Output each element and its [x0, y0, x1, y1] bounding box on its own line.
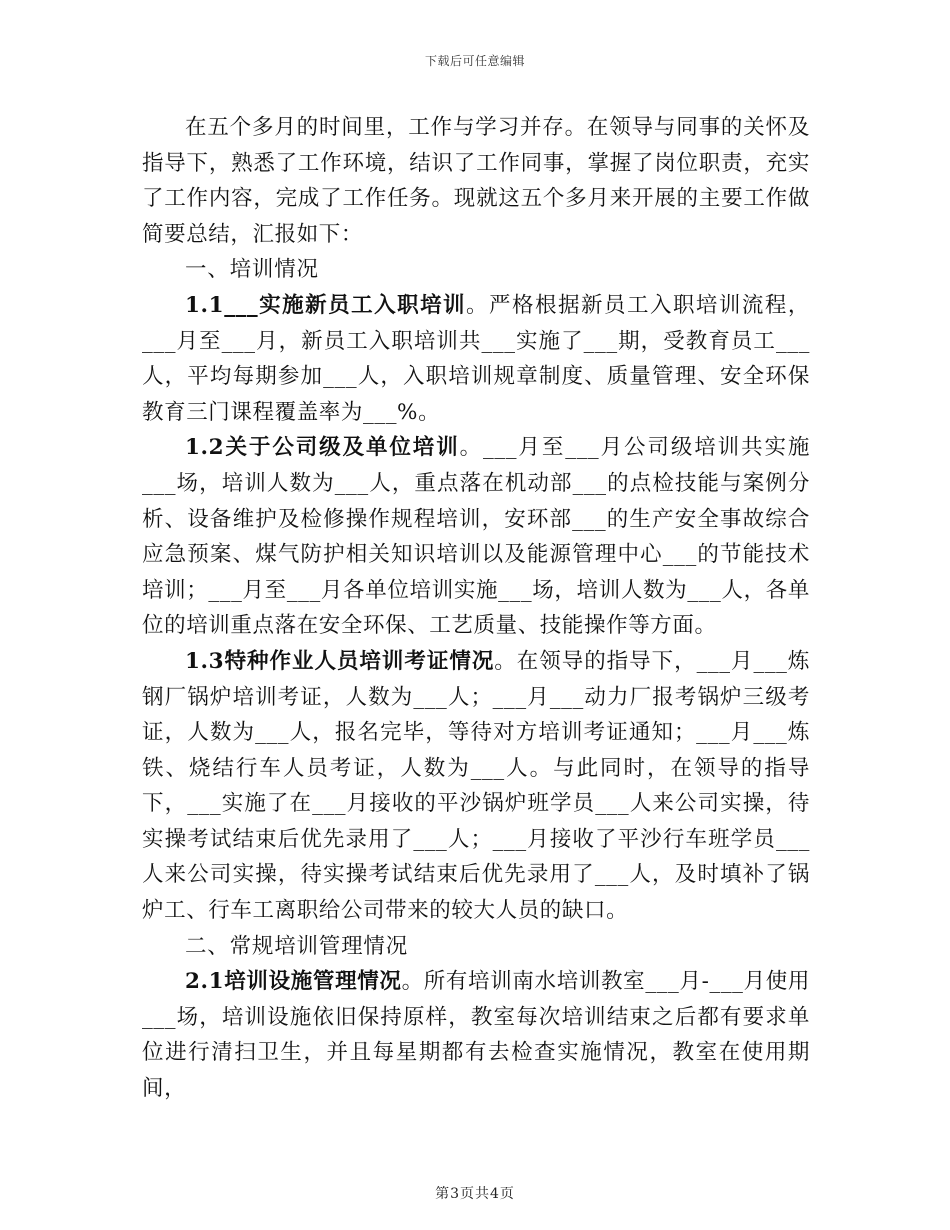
intro-paragraph: [142, 110, 810, 252]
document-body: [142, 110, 810, 1107]
paragraph-lead: 1.2关于公司级及单位培训: [185, 435, 460, 461]
paragraph-1-1: [142, 288, 810, 430]
paragraph-text: 。在领导的指导下，___月___炼钢厂锅炉培训考证，人数为___人；___月___动力厂报考锅炉三级考证，人数为___人，报名完毕，等待对方培训考证通知；___月___炼铁、烧结行车人员考证，人数为___人。与此同时，在领导的指导下，___实施了在___月接收的平沙锅炉班学员___人来公司实操，待实操考试结束后优先录用了___人；___月接收了平沙行车班学员___人来公司实操，待实操考试结束后优先录用了___人，及时填补了锅炉工、行车工离职给公司带来的较大人员的缺口。: [142, 648, 811, 924]
page-number-footer: 第3页共4页: [435, 1186, 515, 1202]
paragraph-1-3: [142, 644, 810, 929]
section-heading-1: 一、培训情况: [185, 257, 319, 283]
paragraph-text: 。严格根据新员工入职培训流程，___月至___月，新员工入职培训共___实施了___期，受教育员工___人，平均每期参加___人，入职培训规章制度、质量管理、安全环保教育三门课程覆盖率为___%。: [142, 292, 810, 425]
section-heading-2: 二、常规培训管理情况: [185, 933, 409, 959]
page-header: 下载后可任意编辑: [424, 54, 525, 68]
paragraph-text: 。所有培训南水培训教室___月-___月使用___场，培训设施依旧保持原样，教室每次培训结束之后都有要求单位进行清扫卫生，并且每星期都有去检查实施情况，教室在使用期间，: [142, 969, 810, 1102]
paragraph-text: 。___月至___月公司级培训共实施___场，培训人数为___人，重点落在机动部___的点检技能与案例分析、设备维护及检修操作规程培训，安环部___的生产安全事故综合应急预案、煤气防护相关知识培训以及能源管理中心___的节能技术培训；___月至___月各单位培训实施___场，培训人数为___人，各单位的培训重点落在安全环保、工艺质量、技能操作等方面。: [142, 435, 810, 639]
paragraph-text: 在五个多月的时间里，工作与学习并存。在领导与同事的关怀及指导下，熟悉了工作环境，结识了工作同事，掌握了岗位职责，充实了工作内容，完成了工作任务。现就这五个多月来开展的主要工作做简要总结，汇报如下：: [142, 115, 810, 247]
paragraph-2-1: [142, 964, 810, 1106]
paragraph-lead: 2.1培训设施管理情况: [185, 969, 402, 995]
paragraph-lead: 1.1___实施新员工入职培训: [185, 292, 467, 318]
paragraph-lead: 1.3特种作业人员培训考证情况: [185, 648, 495, 674]
paragraph-1-2: [142, 430, 810, 644]
